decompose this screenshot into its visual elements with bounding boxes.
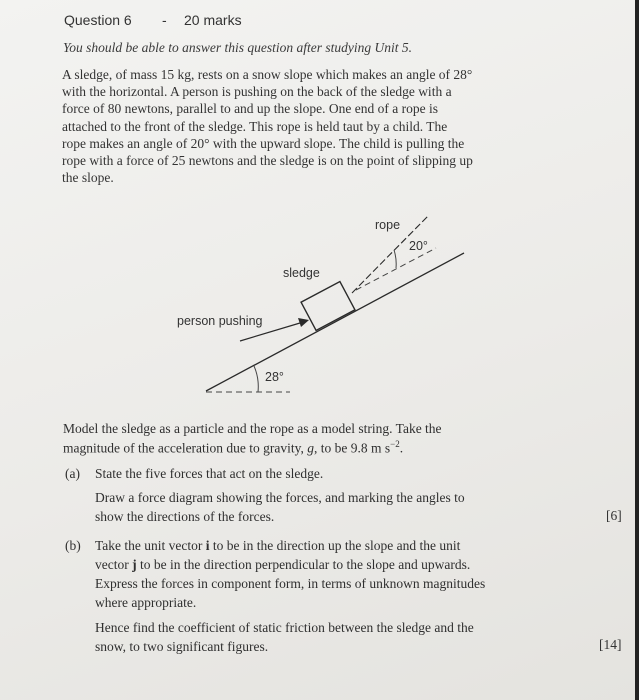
- part-a-line-2: Draw a force diagram showing the forces, and marking the angles to: [95, 490, 465, 505]
- person-pushing-label: person pushing: [177, 314, 263, 328]
- problem-line: force of 80 newtons, parallel to and up the slope. One end of a rope is: [62, 101, 439, 117]
- model-text: .: [399, 440, 404, 456]
- problem-line: A sledge, of mass 15 kg, rests on a snow slope which makes an angle of 28°: [62, 67, 473, 82]
- problem-line: rope makes an angle of 20° with the upward slope. The child is pulling the: [62, 135, 465, 151]
- unit-vector-i: i: [205, 538, 210, 553]
- push-arrowhead: [298, 318, 309, 327]
- model-line-1: Model the sledge as a particle and the rope as a model string. Take the: [63, 421, 442, 436]
- question-number: Question 6: [64, 12, 132, 28]
- problem-line: with the horizontal. A person is pushing on the back of the sledge with a: [62, 84, 452, 100]
- sledge-label: sledge: [283, 266, 320, 280]
- model-text: , to be 9.8 m s: [314, 440, 391, 456]
- photo-edge: [635, 0, 639, 700]
- slope-dashed-line: [356, 248, 436, 290]
- part-a-label: (a): [65, 466, 80, 481]
- unit-vector-j: j: [132, 557, 137, 572]
- part-b-line-4: where appropriate.: [95, 595, 197, 610]
- part-b-marks: [14]: [599, 637, 622, 652]
- intro-note: You should be able to answer this question after studying Unit 5.: [63, 40, 413, 55]
- header-dash: -: [162, 12, 167, 28]
- rope-label: rope: [375, 218, 401, 232]
- part-b-line-2: [95, 557, 470, 573]
- problem-line: rope with a force of 25 newtons and the sledge is on the point of slipping up: [62, 153, 473, 169]
- part-b-line-1: [95, 538, 460, 554]
- rope-angle-arc: [394, 250, 396, 268]
- part-b-line-6: snow, to two significant figures.: [95, 639, 269, 654]
- slope-angle-arc: [254, 366, 258, 392]
- part-a-line-3: show the directions of the forces.: [95, 509, 275, 524]
- exponent: −2: [390, 439, 400, 449]
- part-b-line-5: Hence find the coefficient of static friction between the sledge and the: [95, 620, 474, 635]
- gravity-symbol: g: [307, 440, 315, 456]
- slope-angle-label: 28°: [265, 370, 284, 384]
- part-b-text: to be in the direction up the slope and the unit: [209, 538, 461, 553]
- sledge-box: [301, 282, 355, 331]
- part-a-line-1: State the five forces that act on the sledge.: [95, 466, 324, 481]
- part-b-text: Take the unit vector: [95, 538, 206, 553]
- part-b-text: to be in the direction perpendicular to the slope and upwards.: [136, 557, 471, 572]
- model-text: magnitude of the acceleration due to gravity,: [63, 440, 308, 456]
- problem-line: the slope.: [62, 170, 114, 186]
- part-b-line-3: Express the forces in component form, in terms of unknown magnitudes: [95, 576, 486, 591]
- part-a-marks: [6]: [606, 508, 622, 523]
- problem-line: attached to the front of the sledge. This rope is held taut by a child. The: [62, 118, 448, 134]
- question-marks: 20 marks: [184, 12, 242, 28]
- part-b-label: (b): [65, 538, 81, 553]
- rope-angle-label: 20°: [409, 239, 428, 253]
- model-line-2: [63, 439, 403, 457]
- part-b-text: vector: [95, 557, 133, 572]
